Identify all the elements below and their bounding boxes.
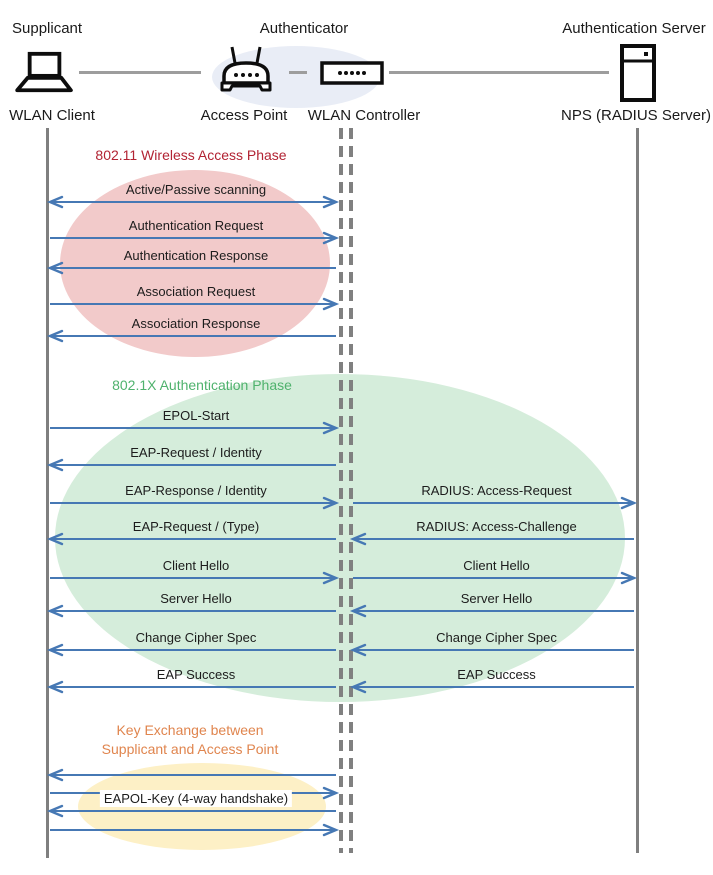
- message-label: Client Hello: [162, 558, 230, 573]
- role-authentication-server: Authentication Server: [562, 20, 706, 37]
- message-label: RADIUS: Access-Challenge: [416, 519, 577, 534]
- phase2-title: 802.1X Authentication Phase: [112, 377, 292, 393]
- phase1-title: 802.11 Wireless Access Phase: [95, 147, 287, 163]
- message-label: Active/Passive scanning: [125, 182, 267, 197]
- message-label: EAP-Response / Identity: [125, 483, 267, 498]
- connector-line-controller-server: [389, 71, 609, 74]
- message-label: Association Response: [131, 316, 261, 331]
- connector-line-client-ap: [79, 71, 201, 74]
- phase3-title-line2: Supplicant and Access Point: [101, 741, 279, 757]
- message-label: EAP-Request / (Type): [132, 519, 260, 534]
- role-supplicant: Supplicant: [12, 20, 83, 37]
- message-label: Server Hello: [460, 591, 533, 606]
- message-arrow-right: [49, 822, 337, 838]
- message-label: Authentication Request: [128, 218, 264, 233]
- connector-line-ap-controller: [289, 71, 307, 74]
- message-label: Server Hello: [160, 591, 232, 606]
- phase3-title-line1: Key Exchange between: [116, 722, 264, 738]
- message-label: Change Cipher Spec: [135, 630, 257, 645]
- message-label: Association Request: [136, 284, 256, 299]
- message-label: EPOL-Start: [162, 408, 230, 423]
- access-point-icon: [214, 45, 278, 97]
- message-label: EAP-Request / Identity: [130, 445, 262, 460]
- message-label: Change Cipher Spec: [436, 630, 557, 645]
- message-label: EAP Success: [156, 667, 236, 682]
- device-wlan-controller: WLAN Controller: [307, 107, 421, 124]
- role-authenticator: Authenticator: [259, 20, 349, 37]
- server-icon: [619, 44, 657, 102]
- message-label: EAPOL-Key (4-way handshake): [100, 790, 292, 807]
- message-label: Authentication Response: [123, 248, 269, 263]
- lifeline-wlan-controller-dash-1: [339, 128, 343, 853]
- device-access-point: Access Point: [200, 107, 288, 124]
- message-label: Client Hello: [463, 558, 530, 573]
- laptop-icon: [12, 50, 78, 96]
- wlan-controller-icon: [320, 61, 384, 85]
- lifeline-nps-server: [636, 128, 639, 853]
- message-arrow-left: [49, 767, 337, 783]
- device-nps-radius-server: NPS (RADIUS Server): [560, 107, 712, 124]
- device-wlan-client: WLAN Client: [9, 107, 95, 124]
- message-label: EAP Success: [457, 667, 536, 682]
- lifeline-wlan-controller-dash-2: [349, 128, 353, 853]
- message-label: RADIUS: Access-Request: [421, 483, 572, 498]
